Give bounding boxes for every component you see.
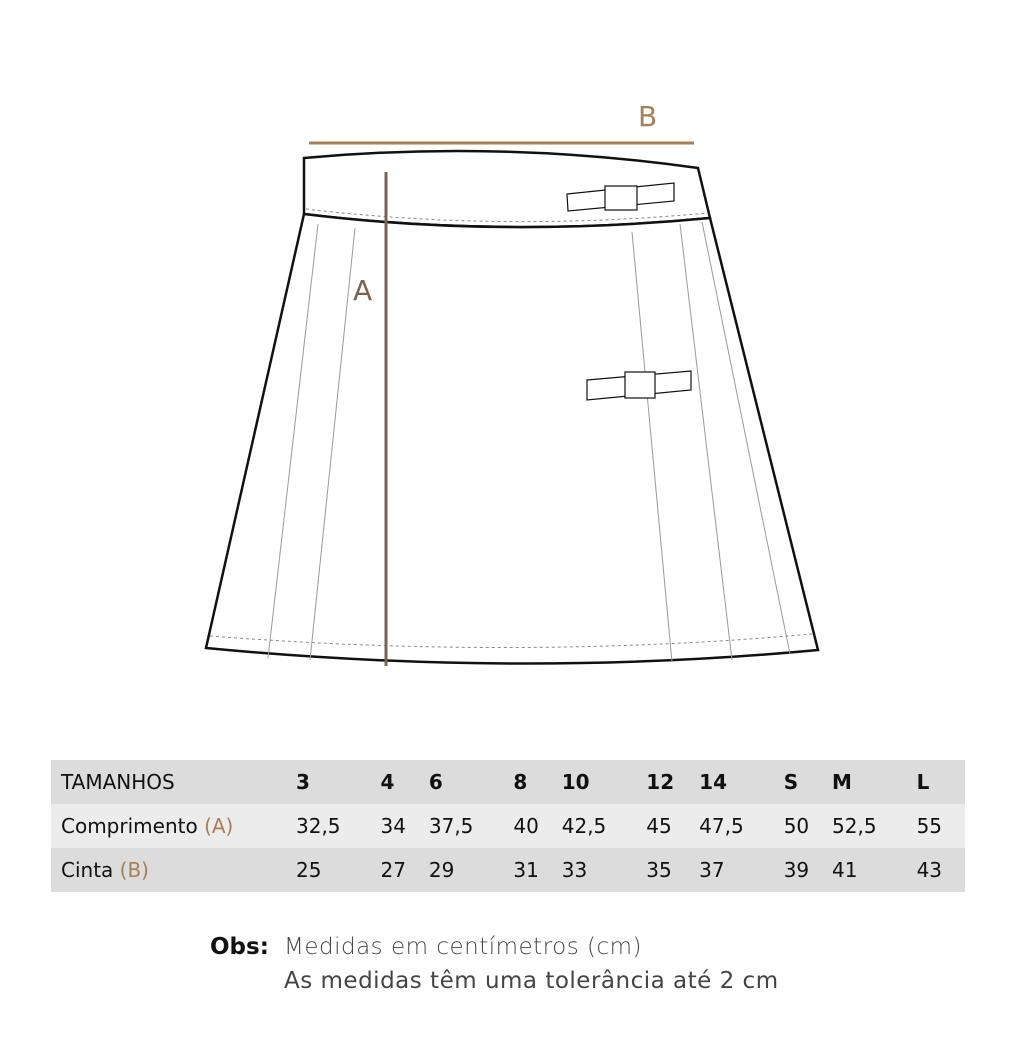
a-measure-label: A xyxy=(353,274,373,307)
skirt-body xyxy=(206,214,818,664)
value-cell: 37 xyxy=(699,858,725,882)
size-cell: 10 xyxy=(561,770,590,794)
table-row xyxy=(51,848,965,892)
table-row xyxy=(51,804,965,848)
row-marker: (A) xyxy=(204,814,234,838)
value-cell: 41 xyxy=(832,858,858,882)
row-label-text: Cinta xyxy=(61,858,114,882)
notes-text-2: As medidas têm uma tolerância até 2 cm xyxy=(284,968,779,994)
b-measure-label: B xyxy=(638,100,658,133)
size-cell: 6 xyxy=(428,770,443,794)
size-cell: 8 xyxy=(513,770,528,794)
table-header-row xyxy=(51,760,965,804)
row-label xyxy=(51,848,296,892)
value-cell: 33 xyxy=(561,858,588,882)
notes-line-1 xyxy=(210,930,779,964)
value-cell: 29 xyxy=(428,858,455,882)
row-label-text: Comprimento xyxy=(61,814,198,838)
row-marker: (B) xyxy=(119,858,149,882)
value-cell: 27 xyxy=(380,858,406,882)
size-cell: 14 xyxy=(699,770,727,794)
size-cell: S xyxy=(783,770,799,794)
size-cell: 3 xyxy=(296,770,310,794)
value-cell: 45 xyxy=(646,814,672,838)
value-cell: 40 xyxy=(513,814,539,838)
notes xyxy=(210,930,779,998)
value-cell: 52,5 xyxy=(832,814,877,838)
size-cell: 12 xyxy=(646,770,675,794)
value-cell: 31 xyxy=(513,858,539,882)
value-cell: 25 xyxy=(296,858,322,882)
value-cell: 39 xyxy=(783,858,810,882)
size-table xyxy=(51,760,965,892)
value-cell: 32,5 xyxy=(296,814,341,838)
value-cell: 55 xyxy=(916,814,943,838)
value-cell: 34 xyxy=(380,814,406,838)
notes-prefix: Obs: xyxy=(210,934,269,960)
value-cell: 35 xyxy=(646,858,672,882)
header-label: TAMANHOS xyxy=(61,770,175,794)
value-cell: 47,5 xyxy=(699,814,744,838)
notes-text-1: Medidas em centímetros (cm) xyxy=(284,934,643,960)
row-label xyxy=(51,804,296,848)
size-cell: 4 xyxy=(380,770,395,794)
value-cell: 42,5 xyxy=(561,814,607,838)
value-cell: 50 xyxy=(783,814,810,838)
size-cell: L xyxy=(916,770,930,794)
value-cell: 43 xyxy=(916,858,943,882)
value-cell: 37,5 xyxy=(428,814,474,838)
size-cell: M xyxy=(832,770,852,794)
